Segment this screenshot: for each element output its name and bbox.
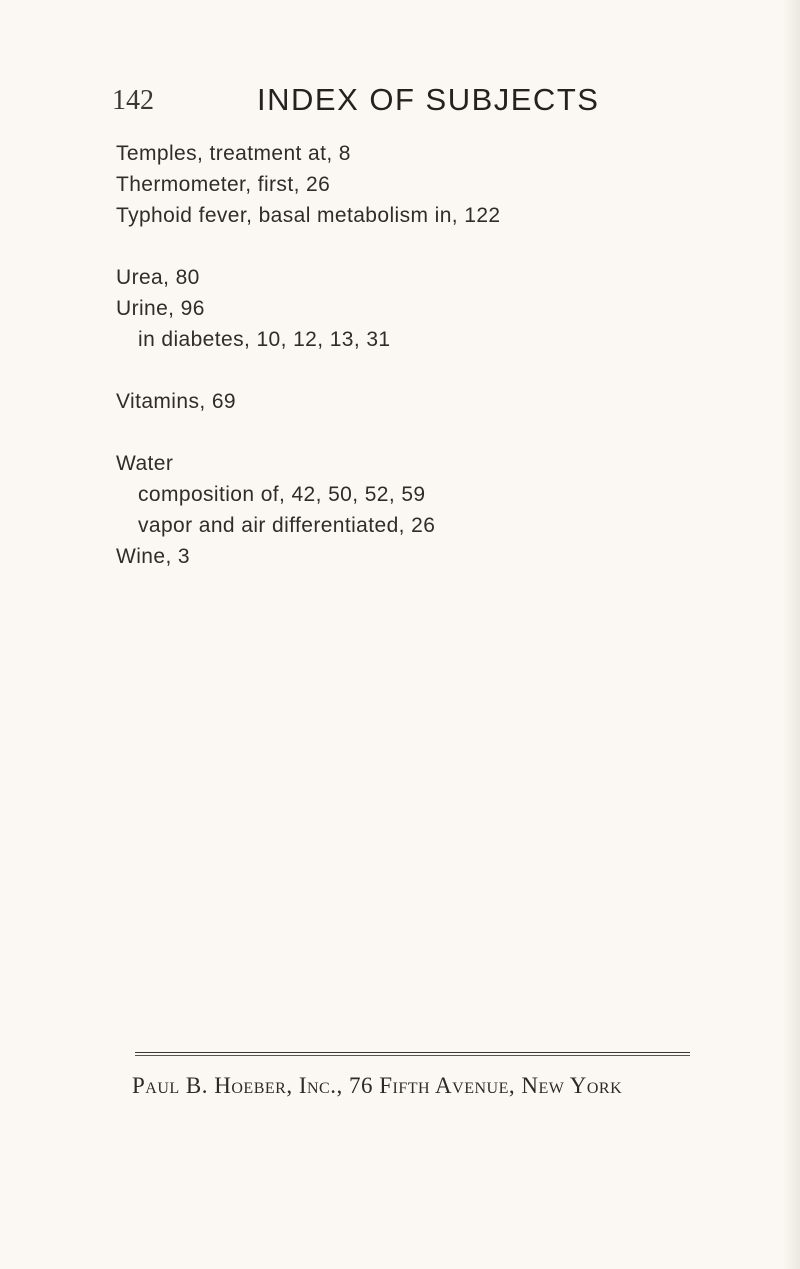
index-entry-typhoid: Typhoid fever, basal metabolism in, 122 (116, 204, 501, 227)
running-title: INDEX OF SUBJECTS (257, 82, 600, 117)
index-entry-temples: Temples, treatment at, 8 (116, 142, 351, 165)
section-gap (116, 355, 676, 386)
index-entry-urea: Urea, 80 (116, 266, 200, 289)
page-header (112, 82, 600, 122)
section-gap (116, 231, 676, 262)
page-edge-shadow (782, 0, 800, 1269)
index-entry-wine: Wine, 3 (116, 545, 190, 568)
index-entry-thermometer: Thermometer, first, 26 (116, 173, 331, 196)
footer-rule (135, 1052, 690, 1053)
index-subentry-water-composition: composition of, 42, 50, 52, 59 (138, 483, 426, 506)
section-gap (116, 417, 676, 448)
index-entry-vitamins: Vitamins, 69 (116, 390, 236, 413)
index-list (116, 138, 676, 572)
page-number: 142 (112, 85, 154, 116)
index-subentry-water-vapor: vapor and air differentiated, 26 (138, 514, 436, 537)
publisher-imprint: Paul B. Hoeber, Inc., 76 Fifth Avenue, New York (132, 1073, 623, 1098)
index-subentry-urine-diabetes: in diabetes, 10, 12, 13, 31 (138, 328, 391, 351)
index-entry-water: Water (116, 452, 174, 475)
index-entry-urine: Urine, 96 (116, 297, 205, 320)
